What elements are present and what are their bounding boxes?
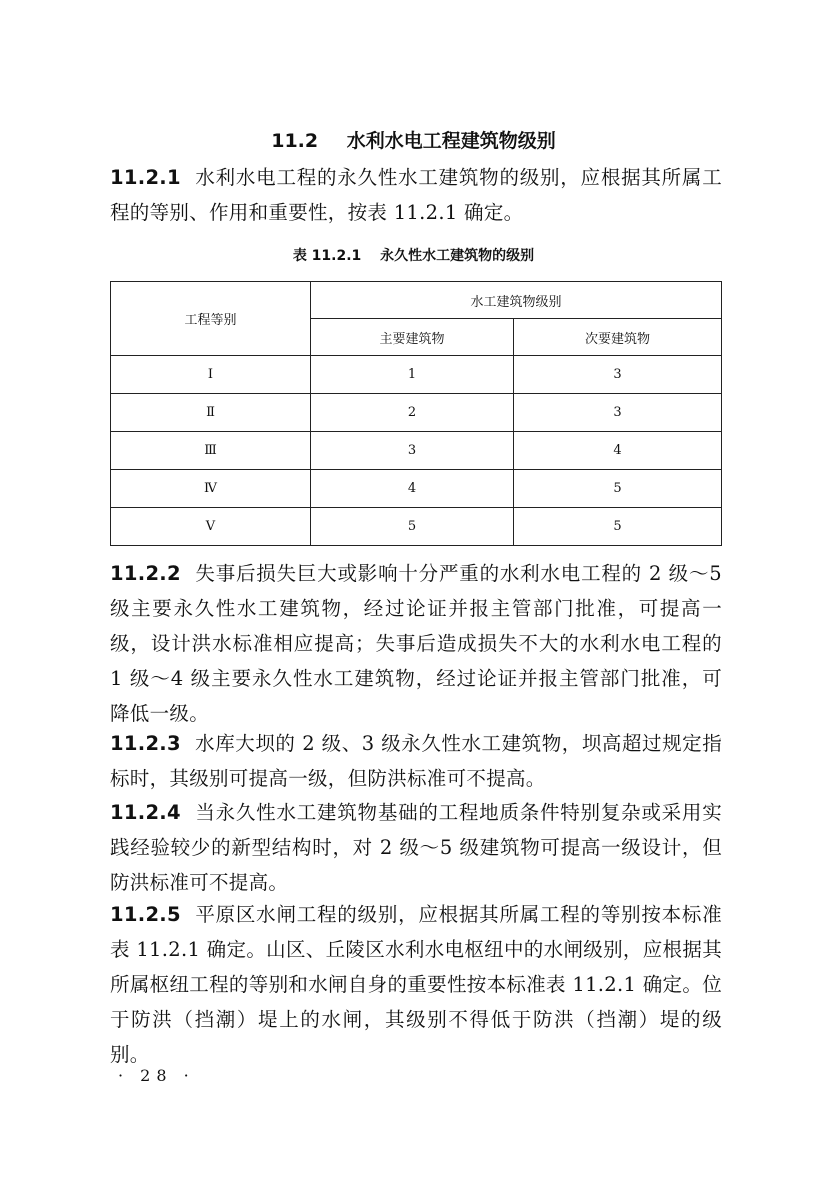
cell-secondary: 5 <box>514 470 722 508</box>
section-heading <box>0 126 827 153</box>
section-number: 11.2 <box>271 130 319 152</box>
clause-text: 当永久性水工建筑物基础的工程地质条件特别复杂或采用实践经验较少的新型结构时，对 2 级～5 级建筑物可提高一级设计，但防洪标准可不提高。 <box>110 801 722 894</box>
cell-main: 5 <box>311 508 514 546</box>
table-row <box>111 470 722 508</box>
table-row <box>111 432 722 470</box>
cell-main: 4 <box>311 470 514 508</box>
cell-grade: Ⅴ <box>111 508 311 546</box>
clause-number: 11.2.5 <box>110 903 181 926</box>
cell-grade: Ⅱ <box>111 394 311 432</box>
table-row <box>111 356 722 394</box>
clause-number: 11.2.4 <box>110 801 181 824</box>
clause-text: 平原区水闸工程的级别，应根据其所属工程的等别按本标准表 11.2.1 确定。山区、丘陵区水利水电枢纽中的水闸级别，应根据其所属枢纽工程的等别和水闸自身的重要性按本标准表 11.2.1 确定。位于防洪（挡潮）堤上的水闸，其级别不得低于防洪（挡潮）堤的级别。 <box>110 903 722 1066</box>
section-title: 水利水电工程建筑物级别 <box>346 130 556 152</box>
table-row <box>111 508 722 546</box>
clause-11-2-1 <box>110 160 722 230</box>
table-caption <box>0 245 827 265</box>
page-number: · 28 · <box>118 1066 195 1085</box>
cell-grade: Ⅲ <box>111 432 311 470</box>
cell-main: 3 <box>311 432 514 470</box>
cell-main: 2 <box>311 394 514 432</box>
clause-text: 水库大坝的 2 级、3 级永久性水工建筑物，坝高超过规定指标时，其级别可提高一级，但防洪标准可不提高。 <box>110 732 722 790</box>
cell-main: 1 <box>311 356 514 394</box>
clause-text: 水利水电工程的永久性水工建筑物的级别，应根据其所属工程的等别、作用和重要性，按表 11.2.1 确定。 <box>110 166 722 224</box>
clause-11-2-3 <box>110 726 722 796</box>
cell-secondary: 3 <box>514 356 722 394</box>
table-row <box>111 394 722 432</box>
clause-number: 11.2.1 <box>110 166 181 189</box>
table-caption-number: 表 11.2.1 <box>292 248 362 264</box>
cell-secondary: 3 <box>514 394 722 432</box>
clause-11-2-2 <box>110 556 722 731</box>
cell-grade: Ⅰ <box>111 356 311 394</box>
header-project-grade: 工程等别 <box>111 282 311 356</box>
clause-number: 11.2.2 <box>110 562 181 585</box>
header-secondary-building: 次要建筑物 <box>514 319 722 356</box>
header-building-grade: 水工建筑物级别 <box>311 282 722 319</box>
clause-number: 11.2.3 <box>110 732 181 755</box>
table-caption-title: 永久性水工建筑物的级别 <box>380 248 535 264</box>
clause-text: 失事后损失巨大或影响十分严重的水利水电工程的 2 级～5 级主要永久性水工建筑物，经过论证并报主管部门批准，可提高一级，设计洪水标准相应提高；失事后造成损失不大的水利水电工程的 1 级～4 级主要永久性水工建筑物，经过论证并报主管部门批准，可降低一级。 <box>110 562 722 725</box>
building-grade-table <box>110 281 722 546</box>
cell-secondary: 5 <box>514 508 722 546</box>
header-main-building: 主要建筑物 <box>311 319 514 356</box>
clause-11-2-4 <box>110 795 722 900</box>
cell-secondary: 4 <box>514 432 722 470</box>
cell-grade: Ⅳ <box>111 470 311 508</box>
clause-11-2-5 <box>110 897 722 1072</box>
